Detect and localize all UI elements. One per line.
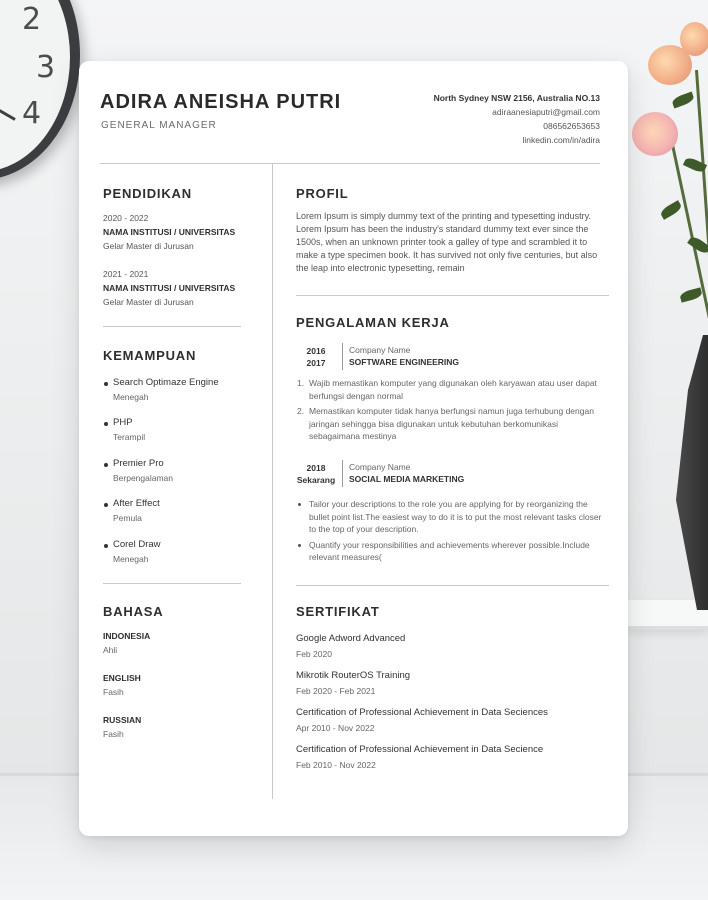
skill-name: PHP (103, 417, 263, 428)
contact-address: North Sydney NSW 2156, Australia NO.13 (433, 93, 600, 103)
profile-text: Lorem Ipsum is simply dummy text of the printing and typesetting industry. Lorem Ipsum has been the industry's standard dummy text ever since the 1500s, when an unknown printer took a galley of type and scrambled it to make a type specimen book. It has survived not only five centuries, but also the leap into electronic typesetting, remain (296, 211, 598, 273)
experience-title: PENGALAMAN KERJA (296, 315, 450, 330)
certificate-name: Mikrotik RouterOS Training (296, 670, 411, 681)
language-name: INDONESIA (103, 631, 151, 641)
language-item (103, 715, 263, 739)
certificate-item (296, 744, 596, 770)
leaf (679, 287, 703, 302)
job-duties (296, 498, 604, 567)
certificate-item (296, 707, 596, 733)
contact-block (434, 91, 600, 147)
skill-item (103, 377, 263, 402)
header-divider (100, 163, 600, 164)
leaf (671, 92, 695, 109)
education-item (103, 211, 263, 253)
education-title: PENDIDIKAN (103, 186, 192, 201)
job-year-start: 2018 (306, 463, 326, 473)
skill-level: Pemula (113, 513, 142, 523)
resume-card (79, 61, 628, 836)
job-year-end: Sekarang (296, 475, 336, 485)
contact-phone: 086562653653 (543, 121, 600, 131)
skill-level: Berpengalaman (113, 473, 174, 483)
profile-title: PROFIL (296, 186, 349, 201)
skill-level: Menegah (113, 392, 149, 402)
vase (676, 335, 708, 610)
certificate-item (296, 670, 596, 696)
column-divider (272, 163, 273, 799)
clock-number: 4 (22, 96, 42, 131)
job-position: SOFTWARE ENGINEERING (349, 357, 460, 367)
job-role: GENERAL MANAGER (101, 120, 217, 131)
certificate-name: Certification of Professional Achievement in Data Secience (296, 744, 544, 755)
education-degree: Gelar Master di Jurusan (103, 297, 194, 307)
education-institution: NAMA INSTITUSI / UNIVERSITAS (103, 283, 236, 293)
language-level: Ahli (103, 645, 118, 655)
job-separator (342, 460, 343, 487)
clock-number: 2 (22, 2, 42, 37)
job-separator (342, 343, 343, 370)
education-years: 2020 - 2022 (103, 213, 149, 223)
section-divider (103, 326, 241, 327)
skill-name: After Effect (103, 498, 263, 509)
language-name: RUSSIAN (103, 715, 142, 725)
job-year-end: 2017 (306, 358, 326, 368)
flower (680, 22, 708, 56)
education-institution: NAMA INSTITUSI / UNIVERSITAS (103, 227, 236, 237)
certificates-title: SERTIFIKAT (296, 604, 380, 619)
certificate-date: Apr 2010 - Nov 2022 (296, 723, 375, 733)
skill-name: Premier Pro (103, 458, 263, 469)
duty-text: Memastikan komputer tidak hanya berfungsi namun juga terhubung dengan jaringan sehingga bisa digunakan untuk kebutuhan berkomunikasi sebagaimana mestinya (309, 406, 594, 441)
languages-title: BAHASA (103, 604, 164, 619)
skill-name: Corel Draw (103, 539, 263, 550)
job-duty: 1. Wajib memastikan komputer yang digunakan oleh karyawan atau user dapat berfungsi dengan normal (297, 378, 597, 401)
certificate-date: Feb 2020 (296, 649, 332, 659)
section-divider (103, 583, 241, 584)
section-divider (296, 585, 609, 586)
job-duties (296, 377, 604, 446)
job-duty (296, 498, 604, 536)
job-company: Company Name (349, 462, 411, 472)
flower (632, 112, 678, 156)
education-degree: Gelar Master di Jurusan (103, 241, 194, 251)
education-years: 2021 - 2021 (103, 269, 149, 279)
language-item (103, 631, 263, 655)
duty-text: Wajib memastikan komputer yang digunakan oleh karyawan atau user dapat berfungsi dengan normal (309, 378, 597, 401)
skill-level: Terampil (113, 432, 146, 442)
language-level: Fasih (103, 687, 124, 697)
clock-number: 3 (36, 50, 56, 85)
skill-item (103, 417, 263, 442)
certificate-date: Feb 2010 - Nov 2022 (296, 760, 376, 770)
skill-item (103, 539, 263, 564)
job-duty (296, 539, 604, 564)
certificate-date: Feb 2020 - Feb 2021 (296, 686, 376, 696)
job-year-start: 2016 (306, 346, 326, 356)
duty-text: Quantify your responsibilities and achievements wherever possible.Include relevant measures( (309, 539, 590, 562)
duty-text: Tailor your descriptions to the role you are applying for by reorganizing the bullet point list.The easiest way to do it is to put the most relevant tasks closer to the top of your description. (309, 499, 602, 534)
skills-title: KEMAMPUAN (103, 348, 197, 363)
language-name: ENGLISH (103, 673, 141, 683)
certificate-name: Certification of Professional Achievement in Data Seciences (296, 707, 548, 718)
section-divider (296, 295, 609, 296)
education-item (103, 267, 263, 309)
leaf (659, 200, 683, 220)
skill-name: Search Optimaze Engine (103, 377, 263, 388)
contact-linkedin[interactable]: linkedin.com/in/adira (522, 135, 600, 145)
job-duty: 2. Memastikan komputer tidak hanya berfungsi namun juga terhubung dengan jaringan sehingga bisa digunakan untuk kebutuhan berkomunikasi sebagaimana mestinya (297, 406, 594, 441)
leaf (687, 235, 708, 256)
skill-item (103, 498, 263, 523)
job-company: Company Name (349, 345, 411, 355)
skill-level: Menegah (113, 554, 149, 564)
language-level: Fasih (103, 729, 124, 739)
certificate-item (296, 633, 596, 659)
contact-email[interactable]: adiraanesiaputri@gmail.com (492, 107, 600, 117)
certificate-name: Google Adword Advanced (296, 633, 406, 644)
language-item (103, 673, 263, 697)
skill-item (103, 458, 263, 483)
full-name: ADIRA ANEISHA PUTRI (100, 91, 342, 113)
shelf-edge (628, 626, 708, 630)
job-position: SOCIAL MEDIA MARKETING (349, 474, 465, 484)
